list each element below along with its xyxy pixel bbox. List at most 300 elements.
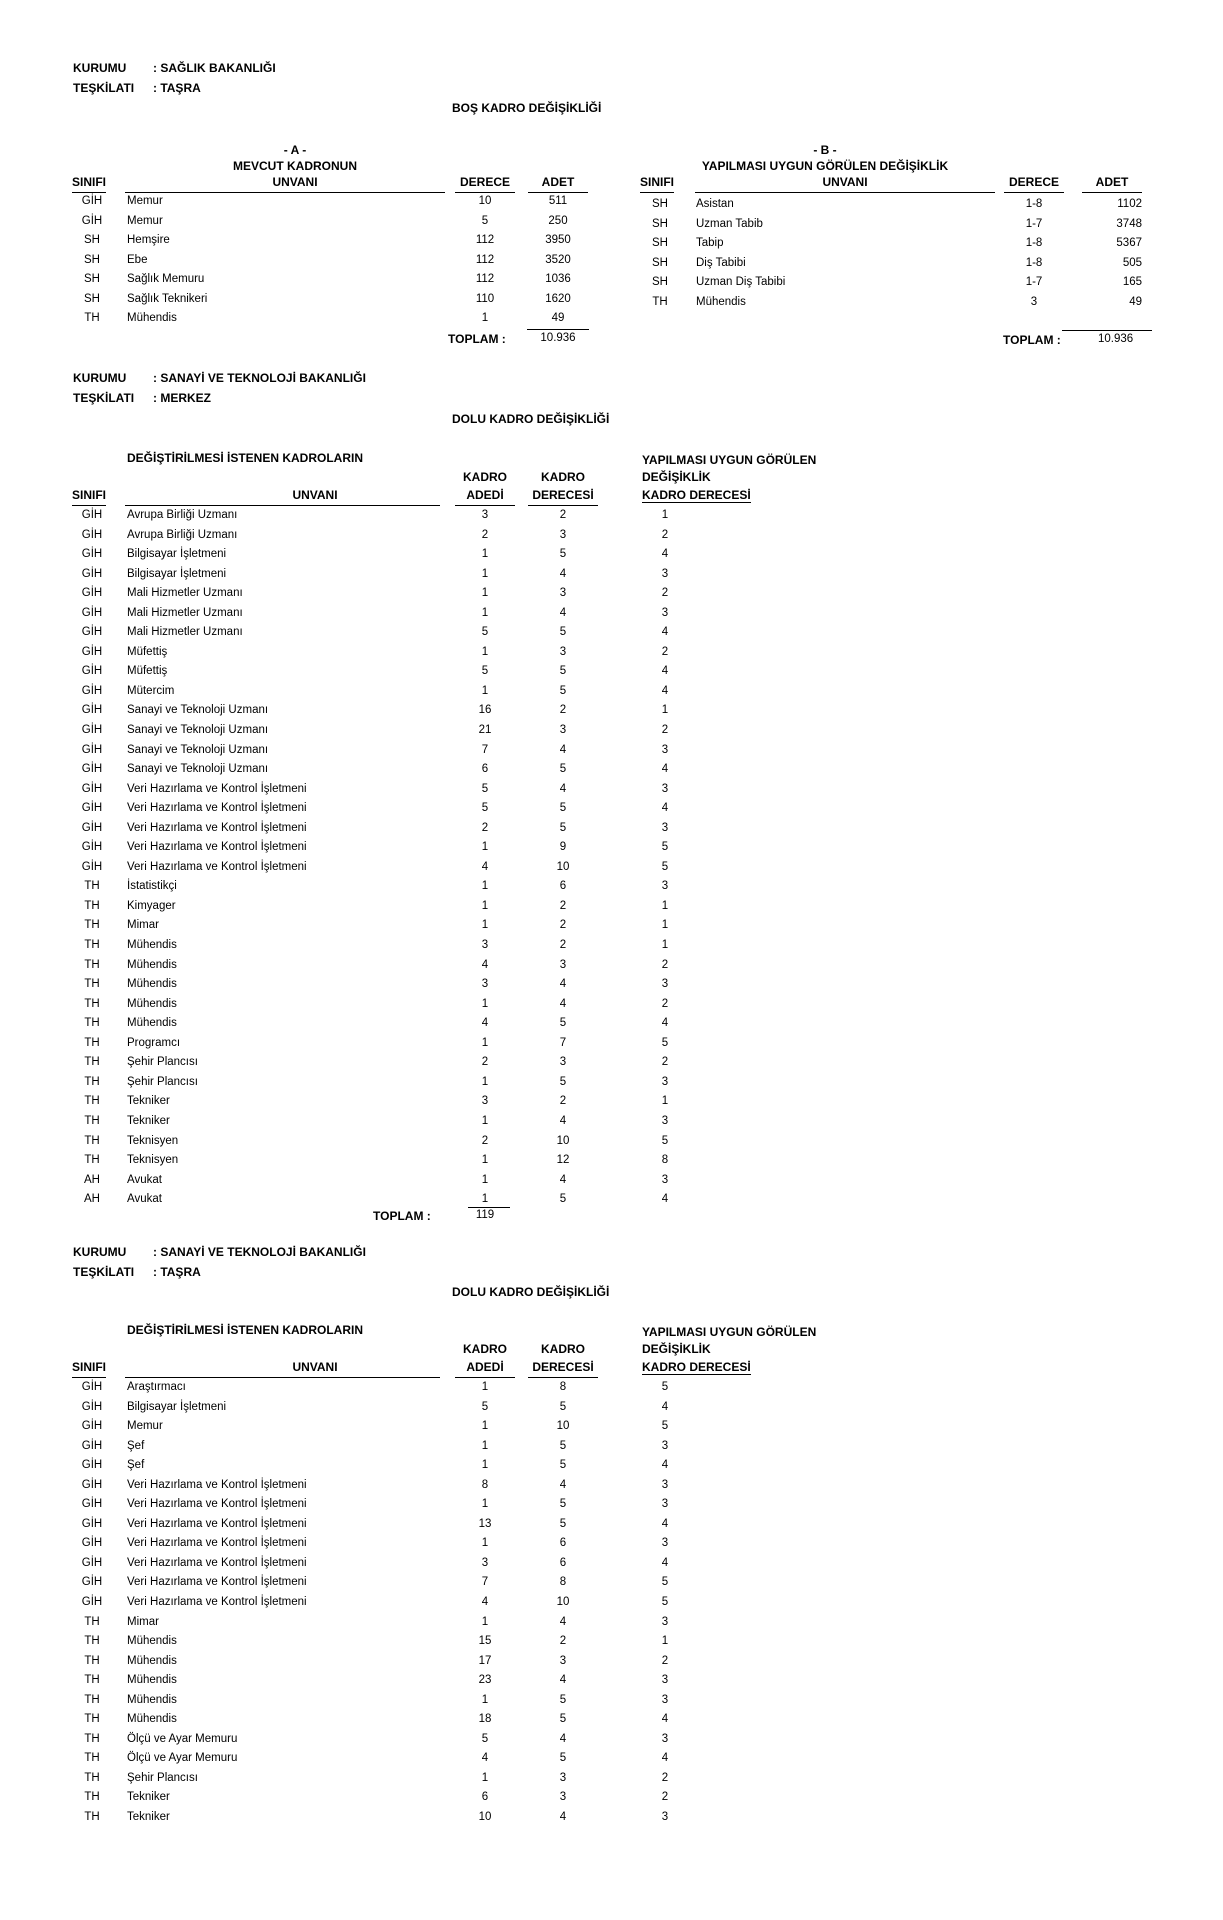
table-row	[0, 1710, 900, 1730]
table-row	[0, 565, 900, 585]
cell-kadro-adedi: 1	[481, 1193, 489, 1206]
cell-yeni-derece: 4	[661, 802, 669, 815]
cell-kadro-adedi: 1	[481, 1036, 489, 1049]
table-row	[0, 916, 900, 936]
cell-yeni-derece: 5	[661, 1381, 669, 1393]
cell-kadro-derecesi: 4	[559, 1114, 567, 1127]
section3-rows	[0, 1378, 900, 1828]
cell-unvani: Veri Hazırlama ve Kontrol İşletmeni	[127, 1478, 307, 1491]
table-row	[0, 1378, 900, 1398]
table-row	[0, 1788, 900, 1808]
cell-unvani: Şehir Plancısı	[127, 1056, 198, 1069]
section2-total-label: TOPLAM :	[373, 1209, 431, 1223]
cell-kadro-adedi: 4	[481, 860, 489, 873]
cell-yeni-derece: 3	[661, 1498, 669, 1511]
cell-kadro-adedi: 1	[481, 1615, 489, 1628]
cell-derece: 112	[475, 253, 495, 266]
cell-kadro-adedi: 1	[481, 899, 489, 912]
cell-sinifi: GİH	[81, 509, 103, 521]
cell-yeni-derece: 4	[661, 1752, 669, 1765]
part-b-rows	[0, 195, 1223, 312]
cell-unvani: Mühendis	[127, 1693, 177, 1706]
cell-kadro-derecesi: 5	[559, 1498, 567, 1511]
section2-col-sinifi: SINIFI	[72, 485, 106, 506]
cell-derece: 1-7	[1025, 276, 1043, 289]
cell-yeni-derece: 2	[661, 1791, 669, 1804]
cell-kadro-adedi: 1	[481, 645, 489, 658]
cell-sinifi: GİH	[81, 1381, 103, 1393]
cell-sinifi: GİH	[81, 606, 103, 619]
cell-yeni-derece: 2	[661, 1654, 669, 1667]
cell-sinifi: GİH	[81, 195, 103, 207]
cell-yeni-derece: 4	[661, 665, 669, 678]
cell-sinifi: GİH	[81, 841, 103, 854]
cell-kadro-adedi: 2	[481, 821, 489, 834]
cell-yeni-derece: 3	[661, 1075, 669, 1088]
section3-col-adedi-1: KADRO	[463, 1342, 507, 1356]
cell-kadro-adedi: 4	[481, 1752, 489, 1765]
cell-kadro-derecesi: 5	[559, 763, 567, 776]
kurumu-value: : SANAYİ VE TEKNOLOJİ BAKANLIĞI	[153, 1245, 366, 1259]
cell-kadro-adedi: 1	[481, 1439, 489, 1452]
cell-unvani: Programcı	[127, 1036, 181, 1049]
cell-kadro-derecesi: 4	[559, 782, 567, 795]
cell-unvani: Sağlık Memuru	[127, 273, 205, 286]
cell-sinifi: TH	[84, 1693, 100, 1706]
cell-kadro-adedi: 4	[481, 1017, 489, 1030]
cell-sinifi: TH	[84, 1654, 100, 1667]
cell-sinifi: GİH	[81, 724, 103, 737]
table-row	[0, 936, 900, 956]
cell-kadro-adedi: 1	[481, 1459, 489, 1472]
cell-kadro-adedi: 1	[481, 1420, 489, 1433]
cell-yeni-derece: 3	[661, 1537, 669, 1550]
section2-col-yeni: KADRO DERECESİ	[642, 488, 751, 502]
cell-kadro-derecesi: 10	[556, 860, 570, 873]
cell-kadro-adedi: 6	[481, 763, 489, 776]
table-row	[0, 1171, 900, 1191]
cell-kadro-derecesi: 4	[559, 997, 567, 1010]
cell-sinifi: GİH	[81, 684, 103, 697]
cell-unvani: Avukat	[127, 1193, 162, 1206]
cell-unvani: Ölçü ve Ayar Memuru	[127, 1732, 238, 1745]
cell-kadro-adedi: 1	[481, 1771, 489, 1784]
cell-kadro-derecesi: 5	[559, 665, 567, 678]
table-row	[0, 1691, 900, 1711]
cell-sinifi: TH	[84, 880, 100, 893]
cell-unvani: Mütercim	[127, 684, 175, 697]
cell-kadro-adedi: 1	[481, 1537, 489, 1550]
cell-yeni-derece: 4	[661, 763, 669, 776]
table-row	[0, 1151, 900, 1171]
cell-yeni-derece: 1	[661, 509, 669, 521]
cell-unvani: Diş Tabibi	[696, 256, 746, 269]
cell-kadro-derecesi: 9	[559, 841, 567, 854]
cell-sinifi: GİH	[81, 626, 103, 639]
kurumu-value: : SANAYİ VE TEKNOLOJİ BAKANLIĞI	[153, 371, 366, 385]
cell-kadro-adedi: 5	[481, 626, 489, 639]
cell-kadro-derecesi: 3	[559, 1056, 567, 1069]
table-row	[0, 1417, 900, 1437]
cell-unvani: Sanayi ve Teknoloji Uzmanı	[127, 724, 269, 737]
cell-sinifi: GİH	[81, 1596, 103, 1609]
table-row	[0, 195, 1223, 215]
cell-yeni-derece: 4	[661, 1517, 669, 1530]
cell-kadro-adedi: 3	[481, 1095, 489, 1108]
cell-yeni-derece: 5	[661, 841, 669, 854]
cell-adet: 511	[548, 195, 568, 207]
cell-sinifi: TH	[84, 1615, 100, 1628]
part-b-col-sinifi: SINIFI	[640, 172, 674, 193]
table-row	[0, 1769, 900, 1789]
section3-col-sinifi: SINIFI	[72, 1357, 106, 1378]
table-row	[0, 584, 900, 604]
cell-kadro-derecesi: 7	[559, 1036, 567, 1049]
teskilati-value: : TAŞRA	[153, 81, 201, 95]
cell-kadro-adedi: 18	[478, 1713, 492, 1726]
part-a-col-unvani: UNVANI	[272, 175, 318, 189]
cell-kadro-adedi: 1	[481, 1154, 489, 1167]
cell-unvani: Sağlık Teknikeri	[127, 292, 208, 305]
cell-unvani: Veri Hazırlama ve Kontrol İşletmeni	[127, 1576, 307, 1589]
section3-header	[73, 1242, 366, 1282]
table-row	[0, 701, 900, 721]
cell-sinifi: TH	[84, 1811, 100, 1824]
kurumu-value: : SAĞLIK BAKANLIĞI	[153, 61, 276, 75]
table-row	[0, 1573, 900, 1593]
cell-kadro-derecesi: 12	[556, 1154, 570, 1167]
cell-yeni-derece: 2	[661, 587, 669, 600]
cell-yeni-derece: 3	[661, 567, 669, 580]
table-row	[0, 293, 1223, 313]
cell-kadro-derecesi: 4	[559, 1478, 567, 1491]
cell-kadro-derecesi: 4	[559, 567, 567, 580]
cell-yeni-derece: 1	[661, 704, 669, 717]
kurumu-label: KURUMU	[73, 371, 127, 385]
cell-unvani: Bilgisayar İşletmeni	[127, 1400, 227, 1413]
cell-sinifi: GİH	[81, 1517, 103, 1530]
cell-sinifi: TH	[84, 1674, 100, 1687]
cell-unvani: Mühendis	[127, 997, 177, 1010]
cell-kadro-derecesi: 4	[559, 743, 567, 756]
section2-col-unvani: UNVANI	[292, 488, 338, 502]
cell-derece: 112	[475, 273, 495, 286]
cell-unvani: Teknisyen	[127, 1154, 179, 1167]
cell-yeni-derece: 3	[661, 1173, 669, 1186]
cell-sinifi: TH	[84, 1791, 100, 1804]
cell-unvani: Teknisyen	[127, 1134, 179, 1147]
cell-unvani: Veri Hazırlama ve Kontrol İşletmeni	[127, 1596, 307, 1609]
table-row	[0, 506, 900, 526]
cell-yeni-derece: 2	[661, 528, 669, 541]
table-row	[0, 1652, 900, 1672]
cell-yeni-derece: 5	[661, 1036, 669, 1049]
section2-header	[73, 368, 366, 408]
section2-total-value: 119	[475, 1209, 495, 1221]
cell-sinifi: SH	[652, 198, 668, 210]
cell-sinifi: SH	[652, 256, 668, 269]
cell-unvani: İstatistikçi	[127, 880, 177, 893]
teskilati-label: TEŞKİLATI	[73, 391, 135, 405]
table-row	[0, 1749, 900, 1769]
section2-rows	[0, 506, 900, 1210]
cell-yeni-derece: 3	[661, 880, 669, 893]
cell-yeni-derece: 8	[661, 1154, 669, 1167]
cell-derece: 1-7	[1025, 217, 1043, 230]
table-row	[0, 975, 900, 995]
cell-yeni-derece: 1	[661, 899, 669, 912]
table-row	[0, 1554, 900, 1574]
cell-kadro-derecesi: 5	[559, 802, 567, 815]
cell-sinifi: GİH	[81, 1439, 103, 1452]
cell-unvani: Mühendis	[127, 312, 177, 325]
cell-kadro-derecesi: 2	[559, 1635, 567, 1648]
cell-sinifi: TH	[84, 1752, 100, 1765]
table-row	[0, 995, 900, 1015]
cell-kadro-derecesi: 2	[559, 509, 567, 521]
cell-unvani: Avukat	[127, 1173, 162, 1186]
cell-sinifi: TH	[84, 919, 100, 932]
section2-col-derecesi-1: KADRO	[541, 470, 585, 484]
table-row	[0, 1515, 900, 1535]
cell-adet: 3950	[545, 234, 571, 247]
cell-sinifi: SH	[652, 217, 668, 230]
cell-kadro-adedi: 16	[478, 704, 492, 717]
cell-kadro-derecesi: 5	[559, 1193, 567, 1206]
cell-unvani: Mali Hizmetler Uzmanı	[127, 606, 243, 619]
table-row	[0, 1190, 900, 1210]
cell-unvani: Uzman Tabib	[696, 217, 763, 230]
table-row	[0, 662, 900, 682]
cell-kadro-adedi: 5	[481, 665, 489, 678]
cell-kadro-derecesi: 5	[559, 1459, 567, 1472]
cell-kadro-derecesi: 2	[559, 919, 567, 932]
cell-kadro-derecesi: 5	[559, 1713, 567, 1726]
cell-sinifi: SH	[652, 237, 668, 250]
cell-kadro-adedi: 1	[481, 1381, 489, 1393]
cell-unvani: Hemşire	[127, 234, 170, 247]
part-a-total-value: 10.936	[540, 332, 576, 344]
cell-unvani: Mali Hizmetler Uzmanı	[127, 626, 243, 639]
cell-kadro-adedi: 1	[481, 684, 489, 697]
cell-sinifi: SH	[652, 276, 668, 289]
cell-sinifi: TH	[84, 1134, 100, 1147]
cell-unvani: Veri Hazırlama ve Kontrol İşletmeni	[127, 1537, 307, 1550]
section3-left-heading: DEĞİŞTİRİLMESİ İSTENEN KADROLARIN	[127, 1323, 364, 1337]
part-b-heading: YAPILMASI UYGUN GÖRÜLEN DEĞİŞİKLİK	[701, 159, 949, 173]
cell-kadro-derecesi: 10	[556, 1134, 570, 1147]
cell-unvani: Veri Hazırlama ve Kontrol İşletmeni	[127, 1556, 307, 1569]
cell-unvani: Ölçü ve Ayar Memuru	[127, 1752, 238, 1765]
cell-yeni-derece: 3	[661, 782, 669, 795]
cell-kadro-adedi: 1	[481, 997, 489, 1010]
cell-unvani: Ebe	[127, 253, 148, 266]
cell-yeni-derece: 2	[661, 724, 669, 737]
part-b-col-unvani: UNVANI	[822, 175, 868, 189]
cell-adet: 250	[548, 214, 568, 227]
cell-sinifi: GİH	[81, 1478, 103, 1491]
cell-derece: 1	[481, 312, 489, 325]
cell-sinifi: GİH	[81, 763, 103, 776]
table-row	[0, 215, 1223, 235]
cell-kadro-adedi: 1	[481, 1173, 489, 1186]
cell-kadro-derecesi: 6	[559, 880, 567, 893]
cell-kadro-derecesi: 5	[559, 1075, 567, 1088]
cell-unvani: Veri Hazırlama ve Kontrol İşletmeni	[127, 802, 307, 815]
cell-unvani: Araştırmacı	[127, 1381, 186, 1393]
cell-yeni-derece: 4	[661, 1556, 669, 1569]
section2-total-rule	[468, 1207, 510, 1208]
cell-kadro-derecesi: 3	[559, 724, 567, 737]
cell-sinifi: TH	[84, 1771, 100, 1784]
cell-adet: 1102	[1117, 198, 1142, 210]
cell-kadro-adedi: 1	[481, 841, 489, 854]
cell-sinifi: TH	[84, 1036, 100, 1049]
cell-sinifi: TH	[84, 1154, 100, 1167]
table-row	[0, 1632, 900, 1652]
section3-col-adedi-2: ADEDİ	[455, 1357, 515, 1378]
table-row	[0, 234, 1223, 254]
cell-unvani: Müfettiş	[127, 645, 168, 658]
cell-kadro-derecesi: 5	[559, 821, 567, 834]
cell-kadro-derecesi: 5	[559, 1693, 567, 1706]
table-row	[0, 1014, 900, 1034]
cell-kadro-derecesi: 3	[559, 587, 567, 600]
cell-yeni-derece: 3	[661, 1478, 669, 1491]
table-row	[0, 1730, 900, 1750]
table-row	[0, 1476, 900, 1496]
table-row	[0, 1593, 900, 1613]
cell-yeni-derece: 2	[661, 997, 669, 1010]
table-row	[0, 877, 900, 897]
cell-kadro-adedi: 1	[481, 606, 489, 619]
cell-kadro-derecesi: 4	[559, 1173, 567, 1186]
cell-sinifi: TH	[84, 1635, 100, 1648]
cell-sinifi: GİH	[81, 860, 103, 873]
cell-unvani: Asistan	[696, 198, 734, 210]
cell-yeni-derece: 5	[661, 1596, 669, 1609]
part-b-unvani-rule	[695, 192, 995, 193]
cell-sinifi: GİH	[81, 645, 103, 658]
cell-kadro-adedi: 7	[481, 1576, 489, 1589]
cell-sinifi: GİH	[81, 1498, 103, 1511]
cell-derece: 1-8	[1025, 237, 1043, 250]
cell-adet: 3748	[1116, 217, 1142, 230]
cell-kadro-adedi: 8	[481, 1478, 489, 1491]
cell-sinifi: GİH	[81, 1420, 103, 1433]
cell-kadro-derecesi: 3	[559, 528, 567, 541]
cell-unvani: Tabip	[696, 237, 724, 250]
cell-kadro-adedi: 15	[478, 1635, 492, 1648]
cell-kadro-derecesi: 5	[559, 1400, 567, 1413]
cell-yeni-derece: 3	[661, 743, 669, 756]
cell-yeni-derece: 3	[661, 1674, 669, 1687]
cell-yeni-derece: 4	[661, 548, 669, 561]
section2-right-heading-1: YAPILMASI UYGUN GÖRÜLEN	[642, 453, 817, 467]
cell-sinifi: TH	[84, 312, 100, 325]
cell-kadro-adedi: 1	[481, 1693, 489, 1706]
table-row	[0, 780, 900, 800]
table-row	[0, 858, 900, 878]
cell-yeni-derece: 4	[661, 626, 669, 639]
table-row	[0, 254, 1223, 274]
cell-unvani: Şef	[127, 1439, 145, 1452]
cell-unvani: Veri Hazırlama ve Kontrol İşletmeni	[127, 1517, 307, 1530]
cell-yeni-derece: 4	[661, 1400, 669, 1413]
cell-unvani: Şehir Plancısı	[127, 1771, 198, 1784]
cell-yeni-derece: 5	[661, 1420, 669, 1433]
cell-sinifi: GİH	[81, 743, 103, 756]
cell-yeni-derece: 2	[661, 1771, 669, 1784]
cell-kadro-derecesi: 5	[559, 1017, 567, 1030]
cell-adet: 3520	[545, 253, 571, 266]
cell-kadro-derecesi: 4	[559, 1811, 567, 1824]
table-row	[0, 1073, 900, 1093]
cell-kadro-adedi: 1	[481, 880, 489, 893]
cell-kadro-adedi: 17	[478, 1654, 492, 1667]
part-b-col-adet: ADET	[1082, 172, 1142, 193]
cell-kadro-adedi: 3	[481, 1556, 489, 1569]
cell-sinifi: TH	[84, 1095, 100, 1108]
cell-sinifi: GİH	[81, 1556, 103, 1569]
table-row	[0, 1437, 900, 1457]
cell-kadro-derecesi: 4	[559, 1732, 567, 1745]
cell-yeni-derece: 2	[661, 645, 669, 658]
section3-right-heading-2: DEĞİŞİKLİK	[642, 1342, 711, 1356]
cell-sinifi: TH	[84, 1056, 100, 1069]
cell-sinifi: GİH	[81, 567, 103, 580]
section3-col-yeni: KADRO DERECESİ	[642, 1360, 751, 1374]
cell-sinifi: SH	[84, 253, 100, 266]
cell-sinifi: GİH	[81, 665, 103, 678]
cell-unvani: Tekniker	[127, 1114, 170, 1127]
cell-adet: 165	[1122, 276, 1142, 289]
part-b-col-derece: DERECE	[1004, 172, 1064, 193]
cell-yeni-derece: 4	[661, 684, 669, 697]
cell-kadro-derecesi: 8	[559, 1381, 567, 1393]
cell-sinifi: TH	[84, 978, 100, 991]
cell-yeni-derece: 3	[661, 606, 669, 619]
section3-col-derecesi-2: DERECESİ	[528, 1357, 598, 1378]
cell-unvani: Müfettiş	[127, 665, 168, 678]
section2-right-heading-2: DEĞİŞİKLİK	[642, 470, 711, 484]
cell-yeni-derece: 3	[661, 821, 669, 834]
cell-derece: 112	[475, 234, 495, 247]
cell-kadro-derecesi: 4	[559, 1674, 567, 1687]
cell-unvani: Veri Hazırlama ve Kontrol İşletmeni	[127, 821, 307, 834]
cell-kadro-derecesi: 5	[559, 1517, 567, 1530]
cell-adet: 505	[1122, 256, 1142, 269]
cell-sinifi: GİH	[81, 1537, 103, 1550]
table-row	[0, 682, 900, 702]
cell-yeni-derece: 5	[661, 1134, 669, 1147]
cell-unvani: Avrupa Birliği Uzmanı	[127, 509, 238, 521]
cell-unvani: Bilgisayar İşletmeni	[127, 548, 227, 561]
cell-unvani: Mühendis	[696, 295, 746, 308]
cell-sinifi: GİH	[81, 1459, 103, 1472]
cell-sinifi: GİH	[81, 587, 103, 600]
teskilati-label: TEŞKİLATI	[73, 1265, 135, 1279]
part-a-total-rule	[527, 329, 589, 330]
cell-kadro-derecesi: 3	[559, 1791, 567, 1804]
section2-col-derecesi-2: DERECESİ	[528, 485, 598, 506]
cell-kadro-adedi: 3	[481, 978, 489, 991]
cell-kadro-adedi: 5	[481, 802, 489, 815]
cell-kadro-adedi: 5	[481, 1732, 489, 1745]
table-row	[0, 1495, 900, 1515]
cell-yeni-derece: 5	[661, 860, 669, 873]
cell-kadro-derecesi: 3	[559, 958, 567, 971]
